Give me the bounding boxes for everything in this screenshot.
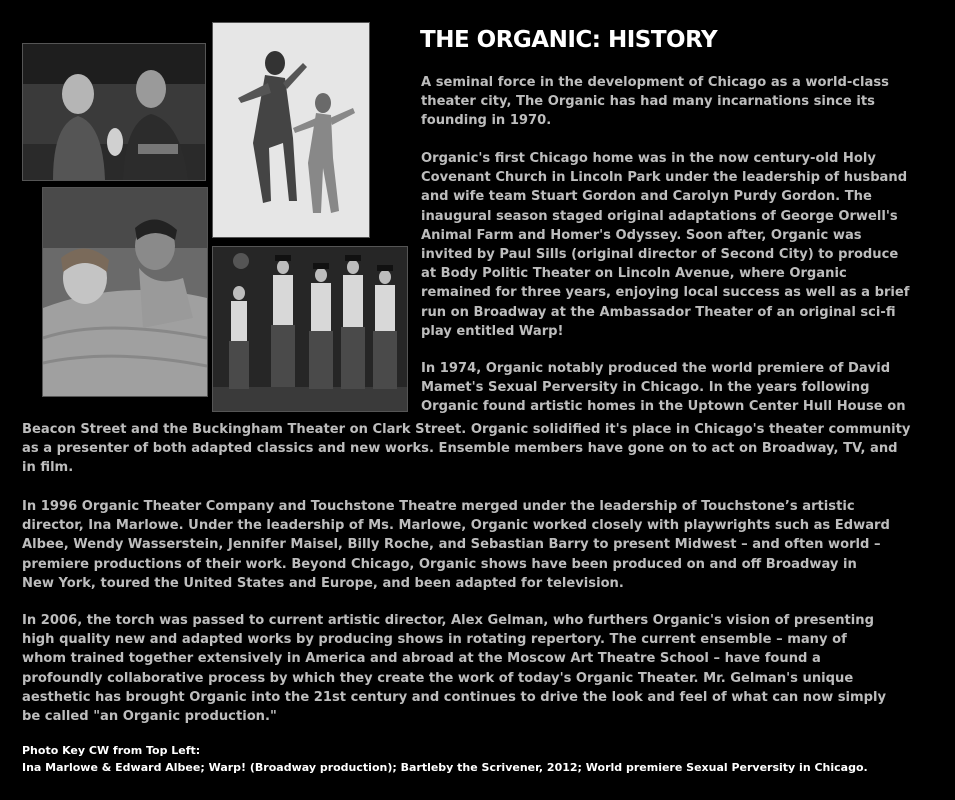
text-line: founding in 1970. — [421, 113, 552, 129]
text-line: whom trained together extensively in America and abroad at the Moscow Art Theatre School – have found a — [22, 651, 821, 667]
photo-image — [213, 23, 369, 237]
paragraph-intro — [421, 73, 889, 131]
text-line: invited by Paul Sills (original director of Second City) to produce — [421, 247, 899, 263]
photo-bartleby-the-scrivener — [212, 246, 408, 412]
text-line: play entitled Warp! — [421, 323, 564, 339]
paragraph-1974 — [421, 359, 906, 417]
photo-key — [22, 742, 868, 776]
text-line: remained for three years, enjoying local success as well as a brief — [421, 285, 910, 301]
text-line: premiere productions of their work. Beyond Chicago, Organic shows have been produced on and off Broadway in — [22, 556, 857, 572]
text-line: Covenant Church in Lincoln Park under the leadership of husband — [421, 170, 908, 186]
text-line: in film. — [22, 460, 74, 476]
photo-ina-marlowe-edward-albee — [22, 43, 206, 181]
text-line: high quality new and adapted works by producing shows in rotating repertory. The current ensemble – many of — [22, 632, 847, 648]
text-line: Organic found artistic homes in the Uptown Center Hull House on — [421, 399, 906, 415]
text-line: Animal Farm and Homer's Odyssey. Soon after, Organic was — [421, 227, 862, 243]
text-line: Organic's first Chicago home was in the now century-old Holy — [421, 151, 876, 166]
text-line: inaugural season staged original adaptations of George Orwell's — [421, 208, 898, 224]
text-line: run on Broadway at the Ambassador Theater of an original sci-fi — [421, 304, 896, 320]
text-line: be called "an Organic production." — [22, 709, 277, 725]
text-line: In 1974, Organic notably produced the world premiere of David — [421, 361, 891, 376]
photo-sexual-perversity-premiere — [42, 187, 208, 397]
photo-key-text: Ina Marlowe & Edward Albee; Warp! (Broadway production); Bartleby the Scrivener, 2012; World premiere Sexual Perversity in Chicago. — [22, 761, 868, 774]
text-line: profoundly collaborative process by which they create the work of today's Organic Theater. Mr. Gelman's unique — [22, 670, 854, 686]
text-line: aesthetic has brought Organic into the 21st century and continues to drive the look and feel of what can now simply — [22, 689, 887, 705]
paragraph-1996 — [22, 497, 890, 593]
text-line: In 2006, the torch was passed to current artistic director, Alex Gelman, who furthers Organic's vision of presenting — [22, 613, 874, 628]
paragraph-2006 — [22, 611, 886, 726]
text-line: A seminal force in the development of Chicago as a world-class — [421, 75, 889, 90]
text-line: and wife team Stuart Gordon and Carolyn Purdy Gordon. The — [421, 189, 872, 205]
text-line: Mamet's Sexual Perversity in Chicago. In the years following — [421, 380, 870, 396]
page-title: THE ORGANIC: HISTORY — [420, 27, 718, 53]
photo-image — [43, 188, 207, 396]
text-line: director, Ina Marlowe. Under the leadership of Ms. Marlowe, Organic worked closely with playwrights such as Edward — [22, 518, 890, 534]
text-line: as a presenter of both adapted classics and new works. Ensemble members have gone on to act on Broadway, TV, and — [22, 441, 898, 457]
paragraph-first-home — [421, 149, 909, 341]
photo-image — [213, 247, 407, 411]
text-line: at Body Politic Theater on Lincoln Avenue, where Organic — [421, 266, 847, 282]
text-line: Albee, Wendy Wasserstein, Jennifer Maisel, Billy Roche, and Sebastian Barry to present Midwest – and often world – — [22, 537, 881, 553]
text-line: New York, toured the United States and Europe, and been adapted for television. — [22, 575, 624, 591]
text-line: theater city, The Organic has had many incarnations since its — [421, 94, 875, 110]
photo-image — [23, 44, 205, 180]
text-line: Beacon Street and the Buckingham Theater on Clark Street. Organic solidified it's place in Chicago's theater community — [22, 422, 911, 437]
paragraph-1974-continued — [22, 420, 910, 478]
text-line: In 1996 Organic Theater Company and Touchstone Theatre merged under the leadership of Touchstone’s artistic — [22, 499, 855, 514]
photo-key-heading: Photo Key CW from Top Left: — [22, 744, 201, 757]
photo-warp-broadway — [212, 22, 370, 238]
